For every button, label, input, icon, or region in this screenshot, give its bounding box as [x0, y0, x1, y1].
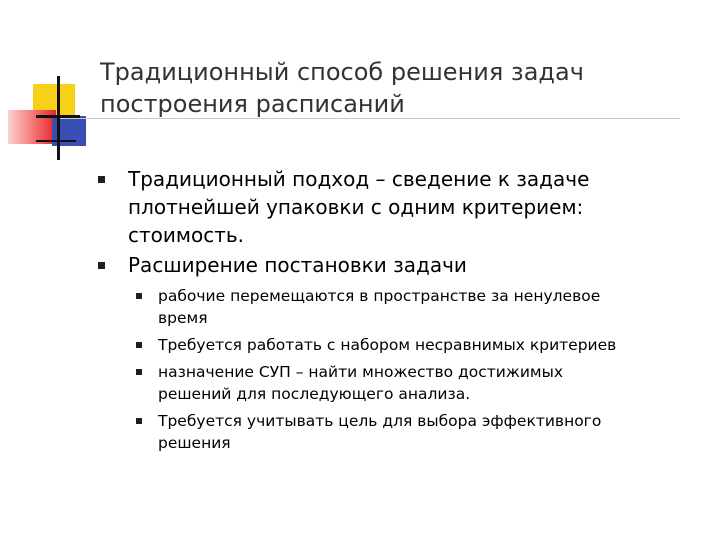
sub-bullet-line: решений для последующего анализа. [158, 385, 471, 403]
sub-bullet-item [128, 334, 698, 356]
square-bullet-icon [136, 369, 142, 375]
square-bullet-icon [136, 418, 142, 424]
square-bullet-icon [98, 176, 105, 183]
sub-bullet-line: рабочие перемещаются в пространстве за ненулевое [158, 287, 601, 305]
sub-bullet-line: решения [158, 434, 231, 452]
title-line: Традиционный способ решения задач [100, 58, 584, 86]
bullet-line: Расширение постановки задачи [128, 253, 467, 277]
sub-bullet-line: Требуется работать с набором несравнимых критериев [158, 336, 617, 354]
bullet-list [98, 165, 698, 459]
bullet-item [98, 251, 698, 454]
square-bullet-icon [136, 293, 142, 299]
title-line: построения расписаний [100, 90, 405, 118]
sub-bullet-line: назначение СУП – найти множество достижимых [158, 363, 564, 381]
slide-title [100, 56, 690, 120]
horizontal-line-2 [36, 140, 76, 142]
sub-bullet-line: время [158, 309, 208, 327]
sub-bullet-item [128, 285, 698, 329]
bullet-item [98, 165, 698, 249]
bullet-line: стоимость. [128, 223, 244, 247]
square-bullet-icon [136, 342, 142, 348]
sub-bullet-list [128, 285, 698, 454]
bullet-line: Традиционный подход – сведение к задаче [128, 167, 590, 191]
bullet-line: плотнейшей упаковки с одним критерием: [128, 195, 584, 219]
sub-bullet-item [128, 410, 698, 454]
sub-bullet-item [128, 361, 698, 405]
sub-bullet-line: Требуется учитывать цель для выбора эффективного [158, 412, 602, 430]
decorative-logo [0, 0, 100, 170]
square-bullet-icon [98, 262, 105, 269]
